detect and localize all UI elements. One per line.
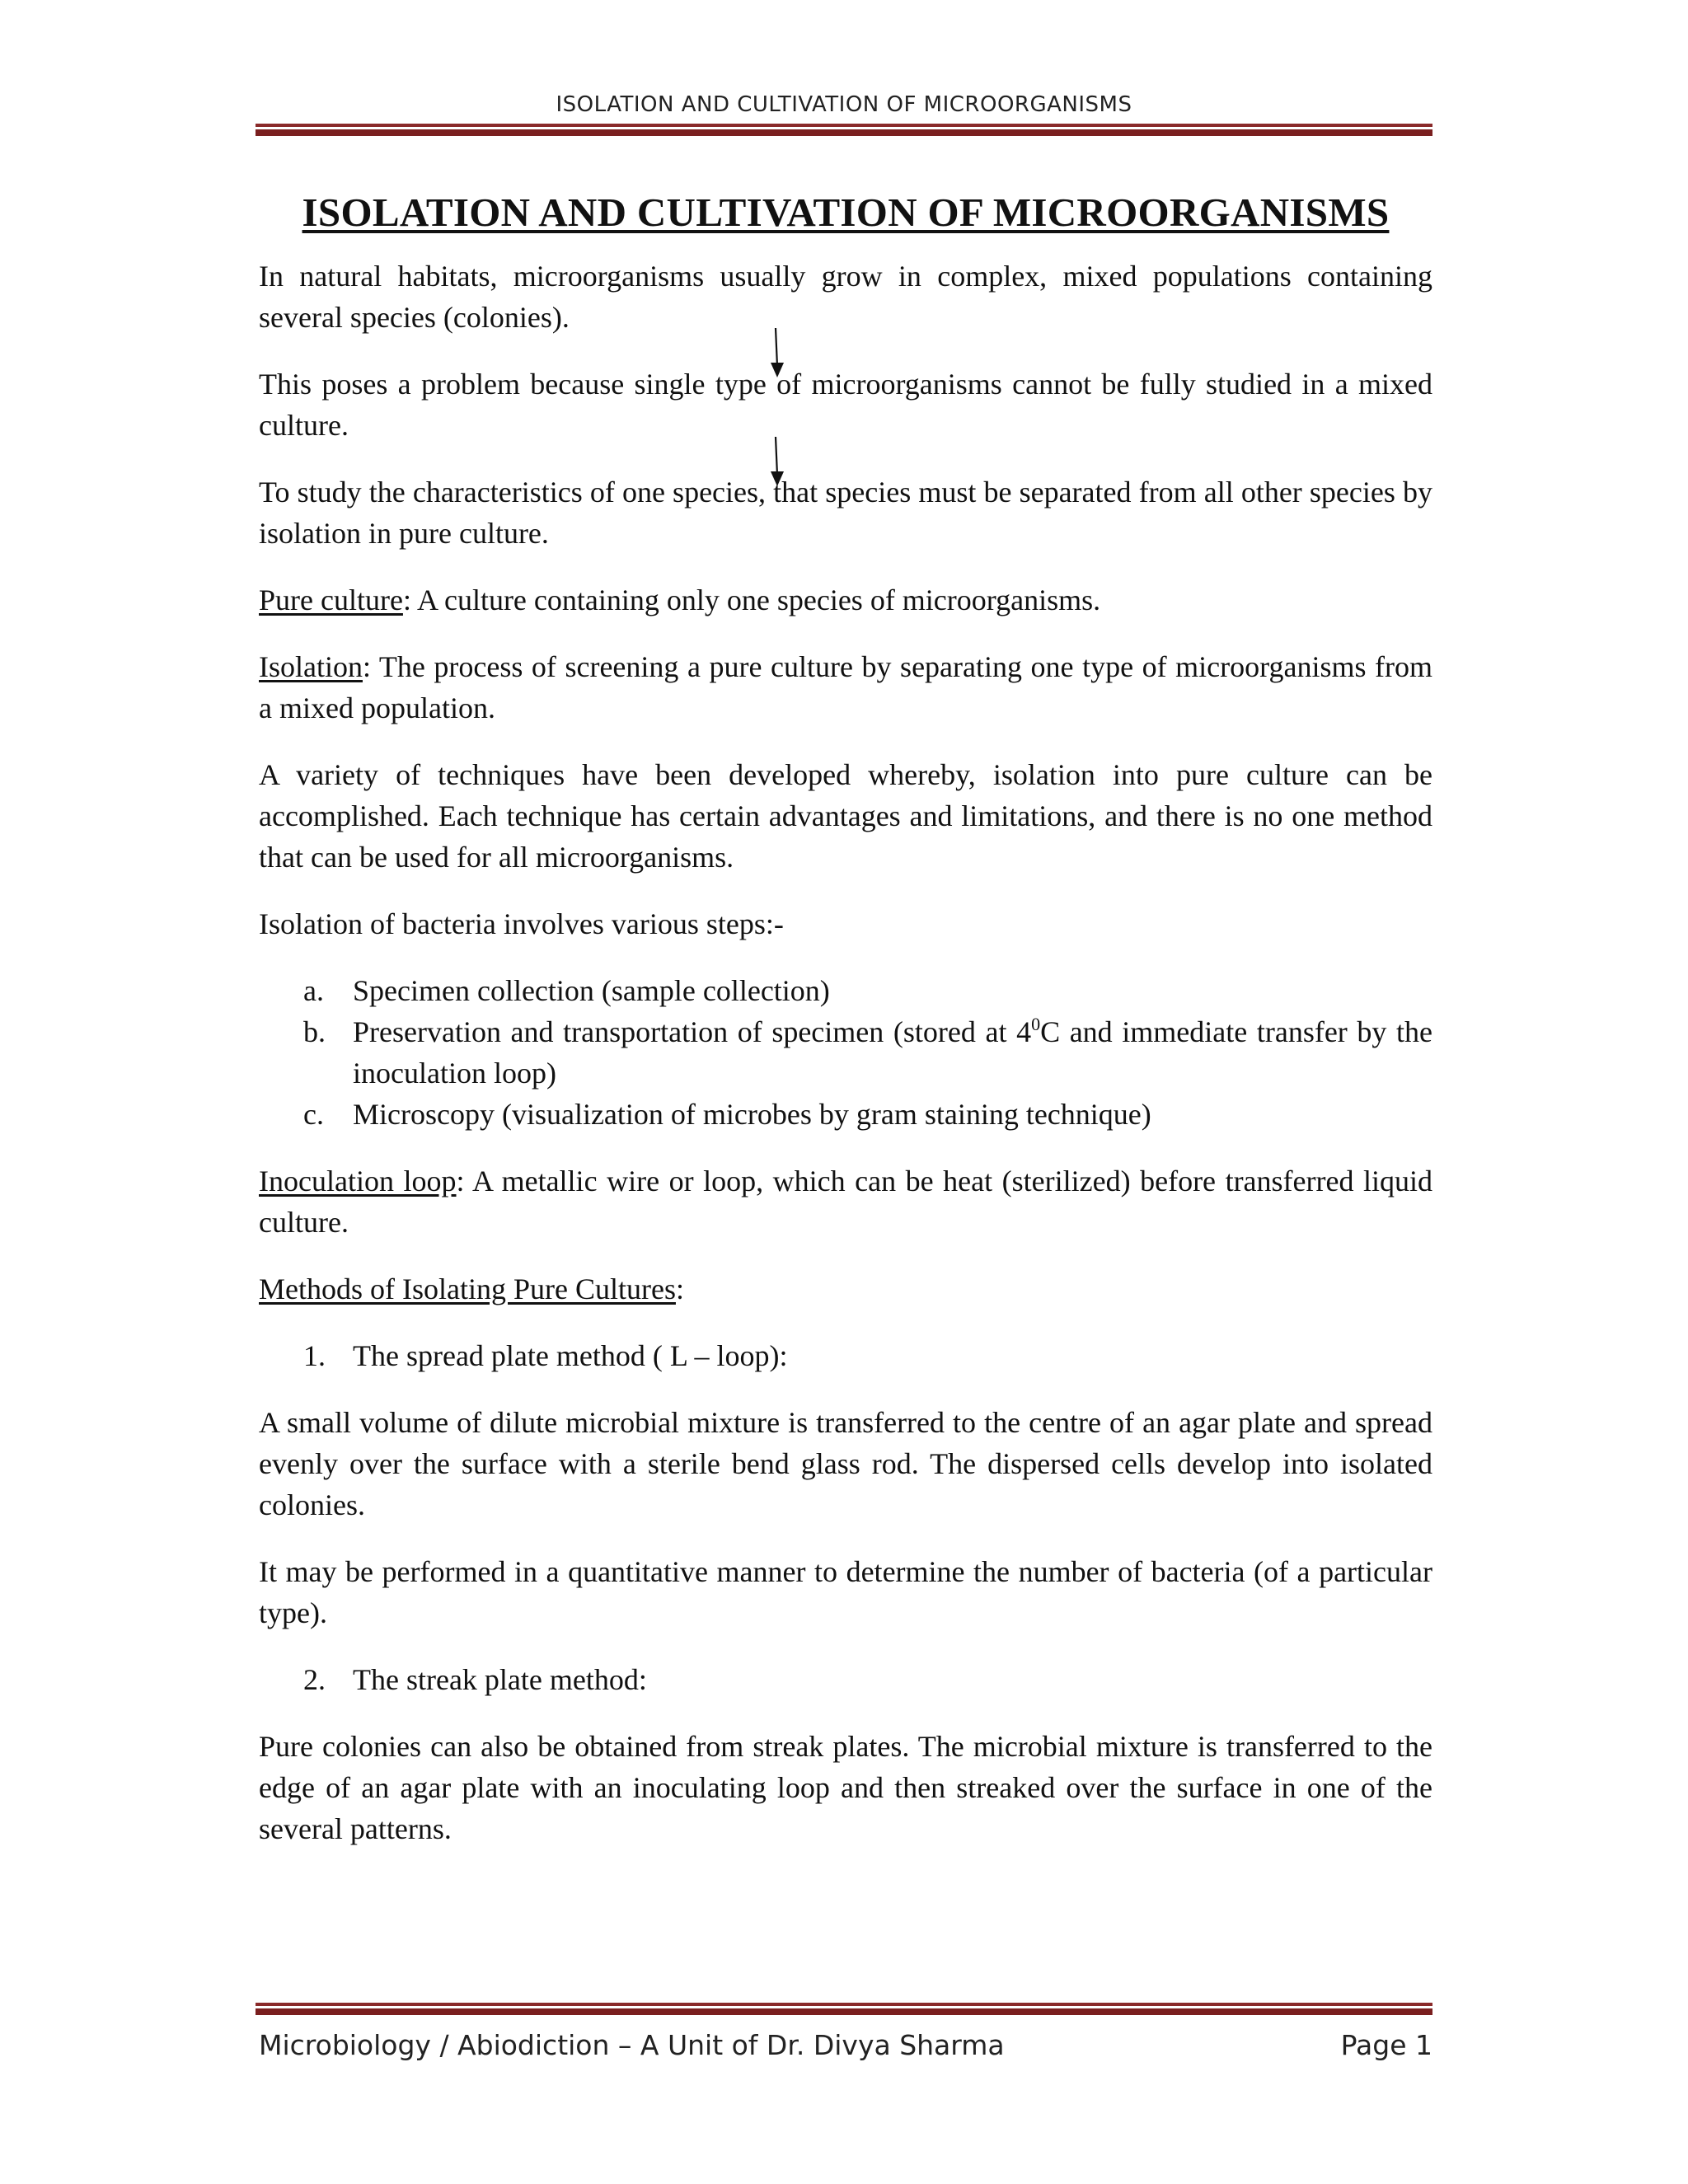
list-item-text: Microscopy (visualization of microbes by gram staining technique): [353, 1098, 1151, 1131]
list-marker: b.: [303, 1015, 326, 1048]
definition-inoculation-loop: [259, 1160, 1432, 1243]
list-marker: 1.: [303, 1339, 326, 1372]
intro-paragraph: In natural habitats, microorganisms usually grow in complex, mixed populations containing several species (colonies).: [259, 260, 1432, 334]
definition-text: : The process of screening a pure culture by separating one type of microorganisms from a mixed population.: [259, 650, 1432, 724]
techniques-paragraph: A variety of techniques have been developed whereby, isolation into pure culture can be accomplished. Each technique has certain advantages and limitations, and there is no one method that can be used for all microorganisms.: [259, 758, 1432, 874]
definition-term: Inoculation loop: [259, 1165, 457, 1197]
page-number: Page 1: [1340, 2029, 1432, 2061]
spread-plate-paragraph: A small volume of dilute microbial mixture is transferred to the centre of an agar plate and spread evenly over the surface with a sterile bend glass rod. The dispersed cells develop into isolated colonies.: [259, 1406, 1432, 1521]
list-item: [259, 1011, 1432, 1094]
list-marker: 2.: [303, 1663, 326, 1696]
method-label: The streak plate method:: [353, 1663, 647, 1696]
method-2-heading: [259, 1659, 1432, 1700]
list-item-text: Specimen collection (sample collection): [353, 974, 830, 1007]
footer-attribution: Microbiology / Abiodiction – A Unit of Dr. Divya Sharma: [259, 2029, 1005, 2061]
list-marker: a.: [303, 974, 324, 1007]
page-content: [259, 188, 1432, 1875]
running-header: ISOLATION AND CULTIVATION OF MICROORGANISMS: [556, 92, 1132, 117]
quantitative-paragraph: It may be performed in a quantitative manner to determine the number of bacteria (of a particular type).: [259, 1555, 1432, 1629]
page-footer: [259, 2029, 1432, 2061]
superscript: 0: [1031, 1014, 1041, 1034]
methods-heading-label: Methods of Isolating Pure Cultures: [259, 1272, 676, 1305]
list-item-text: Preservation and transportation of specimen (stored at 4: [353, 1015, 1032, 1048]
list-item-text: C and immediate transfer by the inoculation loop): [353, 1015, 1433, 1090]
definition-term: Isolation: [259, 650, 363, 683]
problem-paragraph: This poses a problem because single type of microorganisms cannot be fully studied in a mixed culture.: [259, 368, 1432, 442]
definition-pure-culture: [259, 579, 1432, 621]
steps-list: [259, 970, 1432, 1135]
footer-rule: [256, 2003, 1432, 2015]
definition-text: : A culture containing only one species of microorganisms.: [402, 583, 1101, 616]
list-item: [259, 1094, 1432, 1135]
steps-intro: Isolation of bacteria involves various steps:-: [259, 907, 784, 940]
method-1-heading: [259, 1335, 1432, 1376]
streak-plate-paragraph: Pure colonies can also be obtained from streak plates. The microbial mixture is transferred to the edge of an agar plate with an inoculating loop and then streaked over the surface in one of the several patterns.: [259, 1730, 1432, 1845]
separation-paragraph: To study the characteristics of one species, that species must be separated from all other species by isolation in pure culture.: [259, 476, 1432, 550]
header-rule: [256, 124, 1432, 136]
list-item: [259, 970, 1432, 1011]
page-title: ISOLATION AND CULTIVATION OF MICROORGANISMS: [302, 190, 1390, 235]
methods-heading: [259, 1268, 1432, 1310]
method-label: The spread plate method ( L – loop):: [353, 1339, 788, 1372]
definition-term: Pure culture: [259, 583, 403, 616]
methods-heading-suffix: :: [675, 1272, 684, 1305]
list-marker: c.: [303, 1098, 324, 1131]
definition-text: : A metallic wire or loop, which can be heat (sterilized) before transferred liquid culture.: [259, 1165, 1433, 1239]
definition-isolation: [259, 646, 1432, 729]
